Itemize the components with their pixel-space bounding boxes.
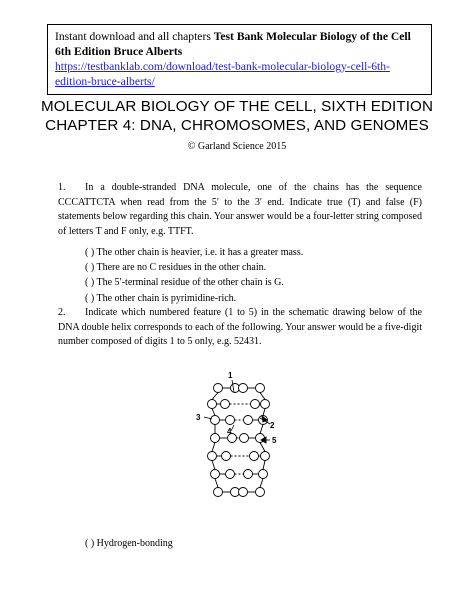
banner-prefix: Instant download and all chapters [55,30,214,43]
nucleotide-node [239,384,248,393]
backbone-bond [260,443,265,452]
banner-link[interactable]: https://testbanklab.com/download/test-bank-molecular-biology-cell-6th-edition-bruce-alberts/ [55,60,390,88]
question-2-text: Indicate which numbered feature (1 to 5) in the schematic drawing below of the DNA double helix corresponds to each of the following. Your answer would be a five-digit number composed of digits 1 to 5 only, e.g. 52431. [58,307,422,348]
question-1-option[interactable]: ( ) The 5′-terminal residue of the other chain is G. [85,277,284,289]
nucleotide-node [208,400,217,409]
question-1-text: In a double-stranded DNA molecule, one of the chains has the sequence CCCATTCTA when read from the 5′ to the 3′ end. Indicate true (T) and false (F) statements below regarding this chain. Your answer would be a four-letter string composed of letters T and F only, e.g. TTFT. [58,182,422,237]
title-line-1: MOLECULAR BIOLOGY OF THE CELL, SIXTH EDITION [40,98,434,115]
diagram-label-2: 2 [270,421,275,430]
backbone-bond [215,479,218,488]
nucleotide-node [208,452,217,461]
nucleotide-node [244,470,253,479]
question-1-option[interactable]: ( ) The other chain is heavier, i.e. it has a greater mass. [85,247,304,258]
nucleotide-node [250,452,259,461]
diagram-label-4: 4 [227,427,232,436]
diagram-label-5: 5 [272,436,277,445]
question-1-number: 1. [58,182,66,193]
backbone-bond [212,409,215,416]
question-2-option[interactable]: ( ) Hydrogen-bonding [85,538,173,549]
backbone-bond [212,443,215,452]
nucleotide-node [244,416,253,425]
question-2-number: 2. [58,307,66,318]
nucleotide-node [226,416,235,425]
question-1-option[interactable]: ( ) There are no C residues in the other chain. [85,262,267,274]
backbone-bond [263,461,265,470]
question-1 [58,181,422,239]
nucleotide-node [211,434,220,443]
diagram-label-3: 3 [196,413,201,422]
nucleotide-node [240,434,249,443]
nucleotide-node [211,416,220,425]
diagram-label-1: 1 [228,371,233,380]
nucleotide-node [214,384,223,393]
title-line-2: CHAPTER 4: DNA, CHROMOSOMES, AND GENOMES [45,117,429,134]
backbone-bond [260,393,265,400]
nucleotide-node [261,400,270,409]
nucleotide-node [221,400,230,409]
backbone-bond [260,425,263,434]
banner-book-title: Test Bank Molecular Biology of the Cell 6th Edition Bruce Alberts [55,30,411,58]
question-1-options [85,245,303,306]
question-2 [58,306,422,350]
backbone-bond [260,479,263,488]
question-1-option[interactable]: ( ) The other chain is pyrimidine-rich. [85,292,237,304]
nucleotide-node [211,470,220,479]
nucleotide-node [259,470,268,479]
nucleotide-node [226,470,235,479]
page-title [0,97,474,135]
backbone-bond [263,409,265,416]
download-banner [47,24,432,95]
nucleotide-node [261,452,270,461]
nucleotide-node [214,488,223,497]
nucleotide-node [239,488,248,497]
nucleotide-node [256,384,265,393]
nucleotide-node [251,400,260,409]
backbone-bond [212,393,218,400]
dna-helix-diagram [190,368,300,523]
nucleotide-node [222,452,231,461]
copyright-notice: © Garland Science 2015 [187,141,287,152]
backbone-bond [212,461,215,470]
nucleotide-node [256,488,265,497]
